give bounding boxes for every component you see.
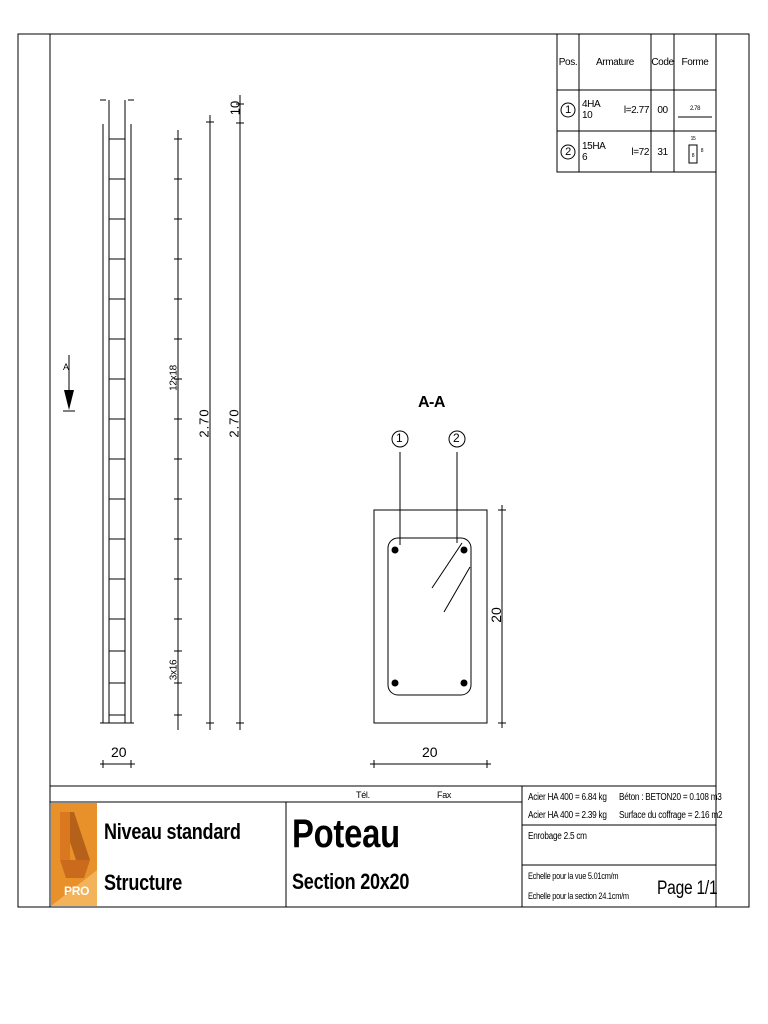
row-2-shape-side-b: 8 <box>700 148 704 154</box>
elevation-width-label: 20 <box>111 744 127 760</box>
tel-label: Tél. <box>356 790 370 800</box>
row-2-shape-side-a: 8 <box>691 153 695 159</box>
top-dim-label: 10 <box>227 100 243 116</box>
logo-pro-label: PRO <box>64 884 90 898</box>
row-2-shape-label: 15 <box>690 136 696 142</box>
section-stirrup <box>388 538 471 695</box>
table-header-armature: Armature <box>596 56 634 68</box>
section-subtitle <box>292 869 435 895</box>
row-1-shape-label: 2.78 <box>689 106 701 112</box>
page-number-text: Page 1/1 <box>657 878 718 899</box>
steel-quantity-1 <box>528 792 624 803</box>
scale-section <box>528 891 651 901</box>
concrete-volume <box>619 792 744 803</box>
spacing-label-top: 12x18 <box>168 365 180 391</box>
row-1-length: l=2.77 <box>623 104 649 116</box>
callout-1-label: 1 <box>396 431 403 445</box>
discipline-name <box>104 870 199 896</box>
concrete-cover-text: Enrobage 2.5 cm <box>528 831 587 842</box>
row-1-code: 00 <box>657 104 668 116</box>
formwork-area <box>619 810 745 821</box>
steel-quantity-2 <box>528 810 624 821</box>
scale-section-text: Echelle pour la section 24.1cm/m <box>528 891 629 901</box>
level-name-text: Niveau standard <box>104 819 241 844</box>
page-number <box>657 878 731 900</box>
callout-2-label: 2 <box>453 431 460 445</box>
element-title <box>292 812 424 857</box>
steel-quantity-2-text: Acier HA 400 = 2.39 kg <box>528 810 607 821</box>
row-2-code: 31 <box>657 146 668 158</box>
level-name <box>104 819 271 845</box>
concrete-volume-text: Béton : BETON20 = 0.108 m3 <box>619 792 722 803</box>
cross-section <box>370 431 506 768</box>
element-title-text: Poteau <box>292 812 400 856</box>
stirrups <box>109 139 125 715</box>
row-2-pos: 2 <box>565 146 571 158</box>
fax-label: Fax <box>437 790 452 800</box>
formwork-area-text: Surface du coffrage = 2.16 m2 <box>619 810 723 821</box>
section-width-label: 20 <box>422 744 438 760</box>
concrete-cover <box>528 831 600 842</box>
section-height-label: 20 <box>488 607 504 623</box>
section-subtitle-text: Section 20x20 <box>292 869 410 894</box>
sheet-border <box>18 34 749 907</box>
section-marker-label: A <box>63 362 70 372</box>
height-label-1: 2.70 <box>196 408 212 438</box>
row-2-length: l=72 <box>631 146 649 158</box>
table-header-pos: Pos. <box>558 56 578 68</box>
scale-view <box>528 871 638 881</box>
row-1-pos: 1 <box>565 104 571 116</box>
row-2-armature: 15HA 6 <box>582 141 605 163</box>
table-header-forme: Forme <box>681 56 709 68</box>
row-1-armature: 4HA 10 <box>582 99 600 121</box>
spacing-label-bottom: 3x16 <box>168 659 180 681</box>
scale-view-text: Echelle pour la vue 5.01cm/m <box>528 871 619 881</box>
discipline-name-text: Structure <box>104 870 182 895</box>
steel-quantity-1-text: Acier HA 400 = 6.84 kg <box>528 792 607 803</box>
height-label-2: 2.70 <box>226 408 242 438</box>
section-title: A-A <box>418 394 445 411</box>
table-header-code: Code <box>651 56 674 68</box>
section-concrete-outline <box>374 510 487 723</box>
rebar-dots <box>392 547 468 687</box>
